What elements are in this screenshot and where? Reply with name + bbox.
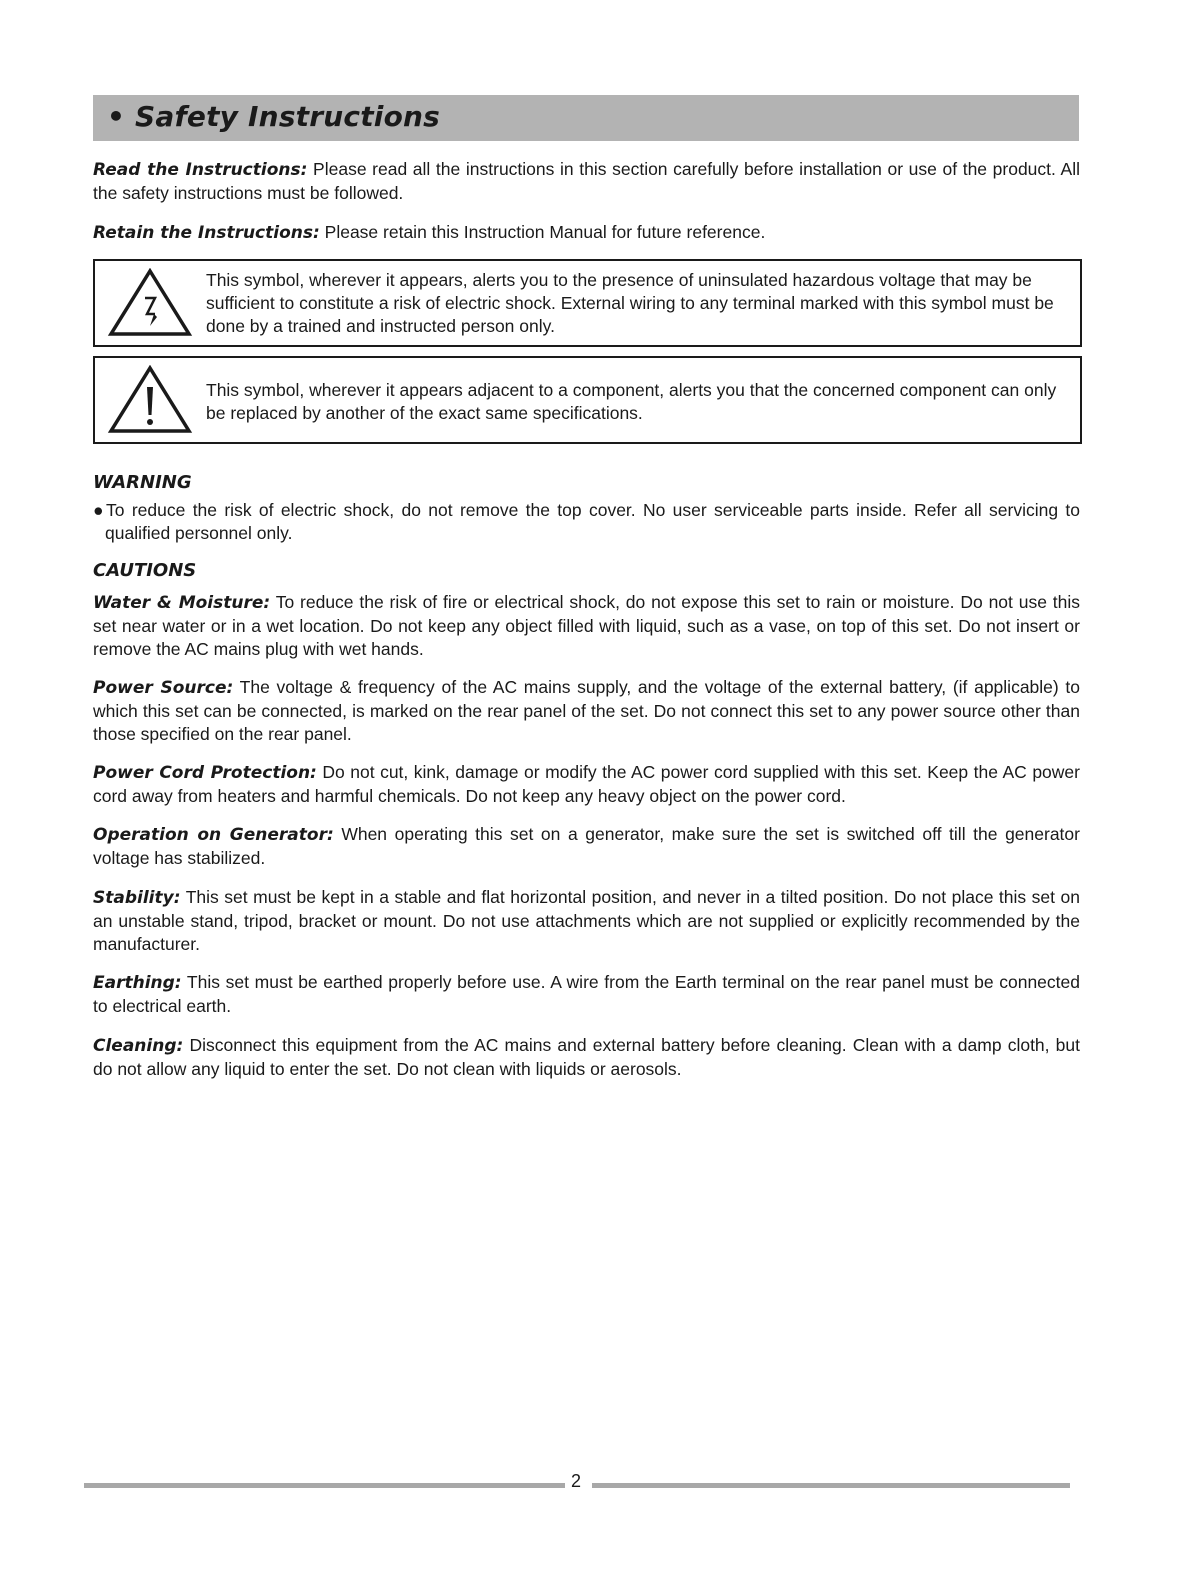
shock-symbol-box bbox=[93, 259, 1082, 347]
caution-lead: Earthing: bbox=[93, 973, 182, 993]
caution-text: The voltage & frequency of the AC mains supply, and the voltage of the external battery, (if applicable) to which this set can be connected, is marked on the rear panel of the set. Do not connect this set to any power source other than those specified on the rear panel. bbox=[93, 677, 1081, 744]
exclamation-warning-icon bbox=[107, 365, 193, 440]
caution-cleaning bbox=[93, 1034, 1080, 1081]
caution-lead: Power Cord Protection: bbox=[93, 763, 317, 783]
electric-shock-warning-icon bbox=[107, 268, 193, 343]
section-title-bar bbox=[93, 95, 1079, 141]
caution-text: When operating this set on a generator, make sure the set is switched off till the generator voltage has stabilized. bbox=[93, 824, 1080, 868]
caution-text: To reduce the risk of fire or electrical shock, do not expose this set to rain or moisture. Do not use this set near water or in a wet location. Do not keep any object filled with liquid, such as a vase, on top of this set. Do not insert or remove the AC mains plug with wet hands. bbox=[93, 592, 1080, 659]
caution-lead: Cleaning: bbox=[93, 1036, 184, 1056]
caution-text: Disconnect this equipment from the AC mains and external battery before cleaning. Clean with a damp cloth, but do not allow any liquid to enter the set. Do not clean with liquids or aerosols. bbox=[93, 1035, 1080, 1079]
retain-instructions-text: Please retain this Instruction Manual for future reference. bbox=[319, 222, 766, 242]
read-instructions-text: Please read all the instructions in this section carefully before installation or use of the product. All the safety instructions must be followed. bbox=[93, 159, 1080, 203]
caution-text: Do not cut, kink, damage or modify the AC power cord supplied with this set. Keep the AC power cord away from heaters and harmful chemicals. Do not keep any heavy object on the power cord. bbox=[93, 762, 1080, 806]
caution-water-moisture bbox=[93, 591, 1080, 661]
caution-lead: Stability: bbox=[93, 888, 181, 908]
caution-text: This set must be kept in a stable and flat horizontal position, and never in a tilted position. Do not place this set on an unstable stand, tripod, bracket or mount. Do not use attachments which are not supplied or explicitly recommended by the manufacturer. bbox=[93, 887, 1080, 954]
retain-instructions-paragraph bbox=[93, 221, 1080, 245]
component-symbol-box bbox=[93, 356, 1082, 444]
caution-lead: Operation on Generator: bbox=[93, 825, 334, 845]
caution-power-cord bbox=[93, 761, 1080, 808]
shock-symbol-text: This symbol, wherever it appears, alerts you to the presence of uninsulated hazardous voltage that may be sufficient to constitute a risk of electric shock. External wiring to any terminal marked with this symbol must be done by a trained and instructed person only. bbox=[206, 270, 1054, 336]
cautions-heading: CAUTIONS bbox=[93, 560, 197, 581]
caution-earthing bbox=[93, 971, 1080, 1018]
component-symbol-text: This symbol, wherever it appears adjacent to a component, alerts you that the concerned component can only be replaced by another of the exact same specifications. bbox=[206, 380, 1057, 423]
caution-lead: Water & Moisture: bbox=[93, 593, 271, 613]
caution-text: This set must be earthed properly before use. A wire from the Earth terminal on the rear panel must be connected to electrical earth. bbox=[93, 972, 1080, 1016]
read-instructions-paragraph bbox=[93, 158, 1080, 205]
retain-instructions-lead: Retain the Instructions: bbox=[93, 223, 320, 243]
read-instructions-lead: Read the Instructions: bbox=[93, 160, 308, 180]
caution-power-source bbox=[93, 676, 1080, 746]
caution-lead: Power Source: bbox=[93, 678, 234, 698]
section-title: • Safety Instructions bbox=[107, 100, 441, 133]
warning-heading: WARNING bbox=[93, 472, 192, 493]
caution-stability bbox=[93, 886, 1080, 956]
warning-text: ●To reduce the risk of electric shock, do not remove the top cover. No user serviceable parts inside. Refer all servicing to qualified personnel only. bbox=[93, 500, 1080, 543]
caution-generator bbox=[93, 823, 1080, 870]
page-number: 2 bbox=[570, 1471, 581, 1491]
